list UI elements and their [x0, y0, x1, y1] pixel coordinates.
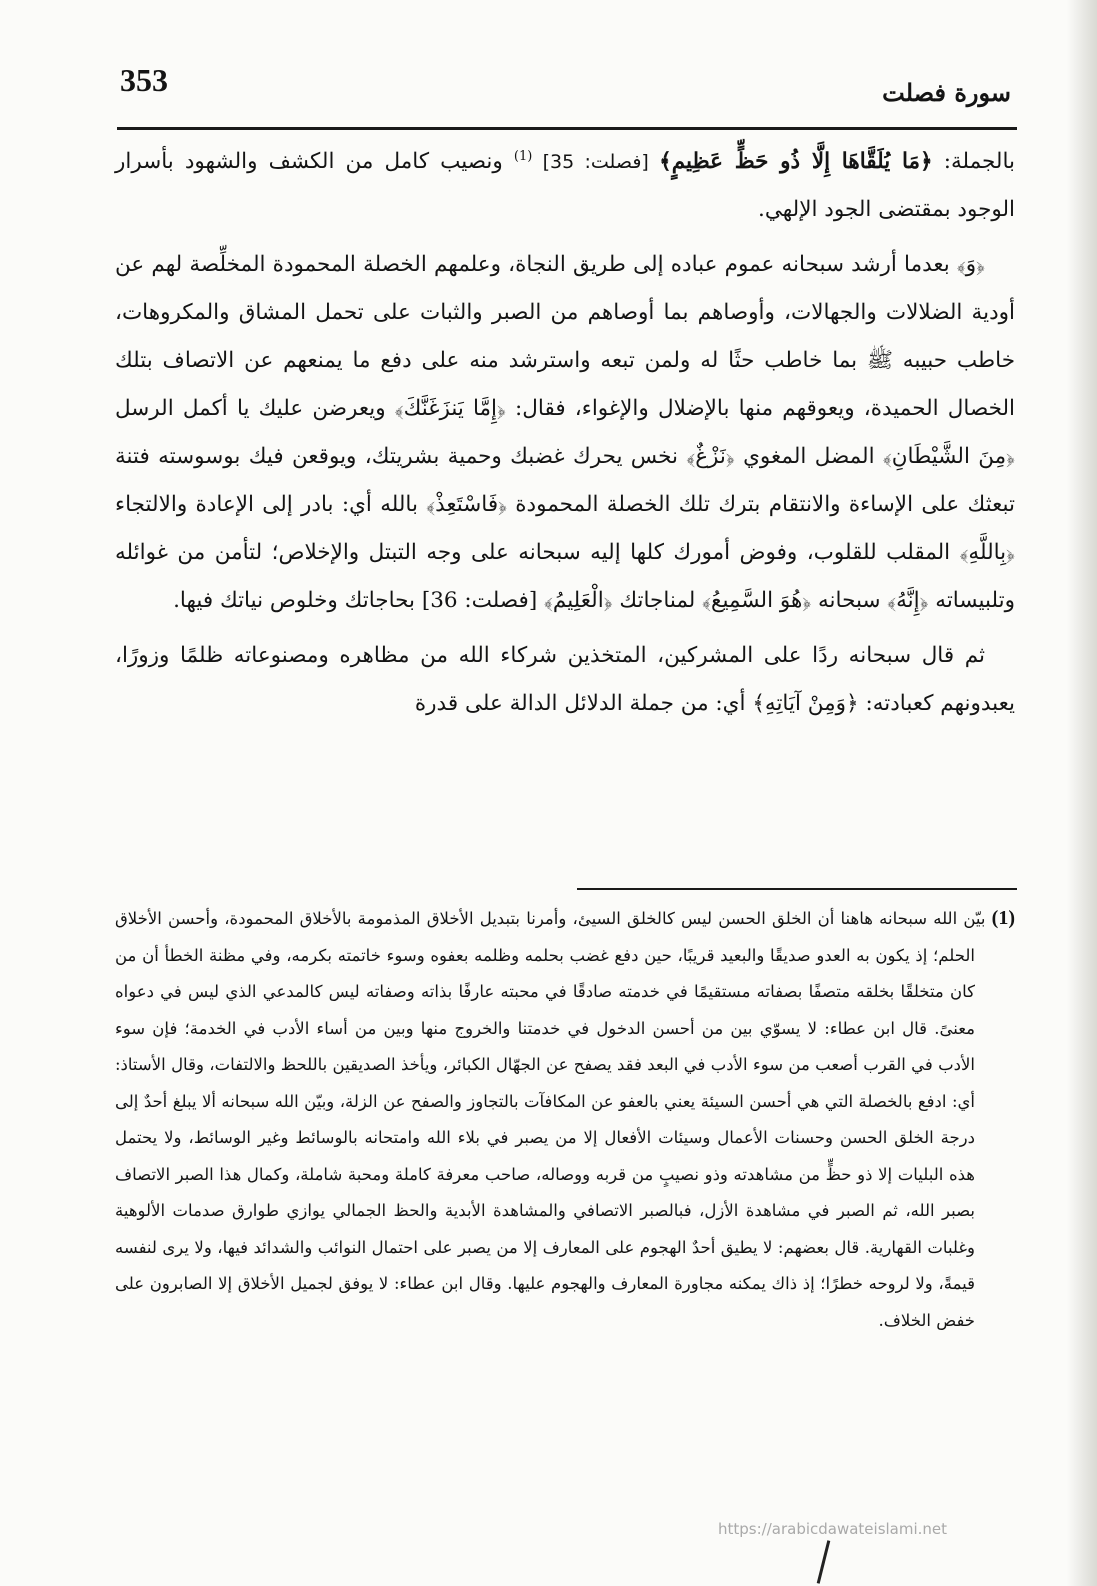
footnote-text: بيّن الله سبحانه هاهنا أن الخلق الحسن ليس كالخلق السيئ، وأمرنا بتبديل الأخلاق المذمومة بالأخلاق المحمودة، وأحسن الأخلاق الحلم؛ إذ يكون به العدو صديقًا والبعيد قريبًا، حين دفع غضب بحلمه وظلمه بعفوه وسوء خاتمته بكرمه، وفي مظنة الخطأ أن من كان متخلقًا بخلقه متصفًا بصفاته مستقيمًا في خدمته صادقًا في محبته عارفًا بذاته وصفاته ليس كالمدعي الذي ليس في دعواه معنىً. قال ابن عطاء: لا يسوّي بين من أحسن الدخول في خدمتنا والخروج منها وبين من أساء الأدب في الخدمة؛ فإن سوء الأدب في القرب أصعب من سوء الأدب في البعد فقد يصفح عن الجهّال الكبائر، ويأخذ الصديقين باللحظ والالتفات، وقال الأستاذ: أي: ادفع بالخصلة التي هي أحسن السيئة يعني بالعفو عن المكافآت بالتجاوز والصفح عن الزلة، وبيّن الله سبحانه ألا يبلغ أحدٌ إلى درجة الخلق الحسن وحسنات الأعمال وسيئات الأفعال إلا من يصبر في بلاء الله وامتحانه بالوسائط وغير الوسائط، ولا يحتمل هذه البليات إلا ذو حظٍّ من مشاهدته وذو نصيبٍ من قربه ووصاله، صاحب معرفة كاملة ومحبة شاملة، وكمال هذا الصبر الاتصاف بصبر الله، ثم الصبر في مشاهدة الأزل، فبالصبر الاتصافي والمشاهدة الأبدية والحظ الجمالي يوازي طوارق صدمات الألوهية وغلبات القهارية. قال بعضهم: لا يطيق أحدٌ الهجوم على المعارف إلا من يصبر على احتمال النوائب والشدائد فيها، ولا يرى لنفسه قيمةً، ولا لروحه خطرًا؛ إذ ذاك يمكنه مجاورة المعارف والهجوم عليها. وقال ابن عطاء: لا يوفق لجميل الأخلاق إلا الصابرون على خفض الخلاف. [115, 909, 986, 1330]
main-text [115, 133, 1015, 728]
paragraph-1-lead: بالجملة: [932, 149, 1015, 175]
paragraph-1 [115, 133, 1015, 234]
footnotes [115, 900, 1015, 1339]
footnote-number: (1) [991, 907, 1015, 929]
quran-verse: ﴿مَا يُلَقَّاهَا إِلَّا ذُو حَظٍّ عَظِيمٍ﴾ [659, 149, 933, 175]
footnote-marker: (1) [513, 149, 533, 164]
paragraph-3: ثم قال سبحانه ردًا على المشركين، المتخذين شركاء الله من مظاهره ومصنوعاته ظلمًا وزورًا، يعبدونهم كعبادته: ﴿وَمِنْ آيَاتِهِ﴾ أي: من جملة الدلائل الدالة على قدرة [115, 643, 1015, 717]
paragraph-1-rest: ونصيب كامل من الكشف والشهود بأسرار الوجود بمقتضى الجود الإلهي. [115, 149, 1015, 223]
watermark-url: https://arabicdawateislami.net [718, 1520, 948, 1538]
pen-mark [817, 1540, 831, 1583]
running-header-surah-title: سورة فصلت [882, 78, 1011, 107]
page-number: 353 [120, 62, 168, 98]
header-divider [117, 127, 1017, 130]
footnote-1 [115, 900, 1015, 1339]
footnote-divider [577, 888, 1017, 890]
verse-reference: [فصلت: 35] [532, 151, 660, 174]
scan-edge-shadow [1067, 0, 1097, 1586]
paragraph-2: ﴿وَ﴾ بعدما أرشد سبحانه عموم عباده إلى طريق النجاة، وعلمهم الخصلة المحمودة المخلِّصة لهم عن أودية الضلالات والجهالات، وأوصاهم بما أوصاهم من الصبر والثبات على تحمل المشاق والمكروهات، خاطب حبيبه ﷺ بما خاطب حثًا له ولمن تبعه واسترشد منه على دفع ما يمنعهم عن الاتصاف بتلك الخصال الحميدة، ويعوقهم منها بالإضلال والإغواء، فقال: ﴿إِمَّا يَنزَغَنَّكَ﴾ ويعرضن عليك يا أكمل الرسل ﴿مِنَ الشَّيْطَانِ﴾ المضل المغوي ﴿نَزْغٌ﴾ نخس يحرك غضبك وحمية بشريتك، ويوقعن فيك بوسوسته فتنة تبعثك على الإساءة والانتقام بترك تلك الخصلة المحمودة ﴿فَاسْتَعِذْ﴾ بالله أي: بادر إلى الإعادة والالتجاء ﴿بِاللَّهِ﴾ المقلب للقلوب، وفوض أمورك كلها إليه سبحانه على وجه التبتل والإخلاص؛ لتأمن من غوائله وتلبيساته ﴿إِنَّهُ﴾ سبحانه ﴿هُوَ السَّمِيعُ﴾ لمناجاتك ﴿الْعَلِيمُ﴾ [فصلت: 36] بحاجاتك وخلوص نياتك فيها. [115, 252, 1015, 614]
